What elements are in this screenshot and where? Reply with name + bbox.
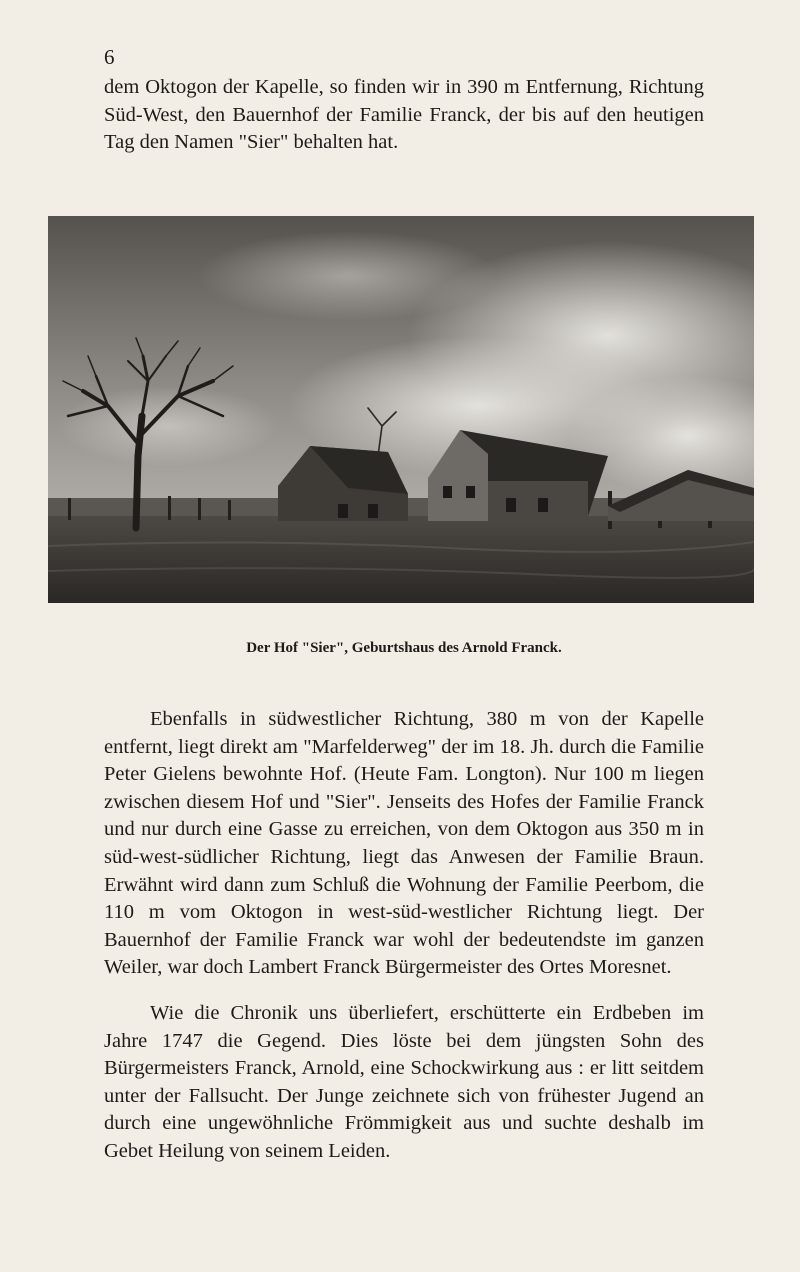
paragraph-chronicle: Wie die Chronik uns überliefert, erschütterte ein Erdbeben im Jahre 1747 die Gegend. Dies löste bei dem jüngsten Sohn des Bürgermeisters Franck, Arnold, eine Schockwirkung aus : er litt seitdem unter der Fallsucht. Der Junge zeichnete sich von frühester Jugend an durch eine ungewöhnliche Frömmigkeit aus und suchte deshalb im Gebet Heilung von seinem Leiden.	[104, 1002, 704, 1162]
farmhouse-photo	[48, 216, 754, 603]
paragraph-intro: dem Oktogon der Kapelle, so finden wir in 390 m Entfernung, Richtung Süd-West, den Bauernhof der Familie Franck, der bis auf den heutigen Tag den Namen "Sier" behalten hat.	[104, 76, 704, 154]
farmhouse-photo-drawing	[48, 216, 754, 603]
photo-caption: Der Hof "Sier", Geburtshaus des Arnold Franck.	[246, 640, 562, 656]
paragraph-farms: Ebenfalls in südwestlicher Richtung, 380 m von der Kapelle entfernt, liegt direkt am "Marfelderweg" der im 18. Jh. durch die Familie Peter Gielens bewohnte Hof. (Heute Fam. Longton). Nur 100 m liegen zwischen diesem Hof und "Sier". Jenseits des Hofes der Familie Franck und nur durch eine Gasse zu erreichen, von dem Oktogon aus 350 m in süd-west-südlicher Richtung, liegt das Anwesen der Familie Braun. Erwähnt wird dann zum Schluß die Wohnung der Familie Peerbom, die 110 m vom Oktogon in west-süd-westlicher Richtung liegt. Der Bauernhof der Familie Franck war wohl der bedeutendste im ganzen Weiler, war doch Lambert Franck Bürgermeister des Ortes Moresnet.	[104, 708, 704, 979]
page-number: 6	[104, 45, 115, 69]
